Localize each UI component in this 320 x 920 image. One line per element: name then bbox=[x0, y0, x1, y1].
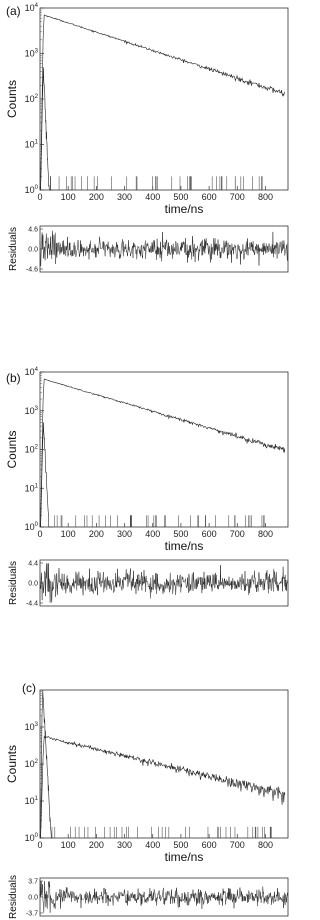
x-tick-label: 100 bbox=[60, 192, 76, 202]
decay-series-line bbox=[41, 15, 285, 190]
y-tick-base: 10 bbox=[24, 367, 35, 377]
y-tick-base: 10 bbox=[24, 139, 35, 150]
y-tick-base: 10 bbox=[24, 759, 35, 769]
x-axis-title: time/ns bbox=[164, 202, 204, 216]
x-tick-label: 600 bbox=[201, 840, 217, 850]
y-tick-exponent: 2 bbox=[34, 759, 38, 765]
residuals-axis-title: Residuals bbox=[8, 561, 19, 605]
residual-tick-label: 3.7 bbox=[28, 878, 38, 886]
y-tick-base: 10 bbox=[24, 94, 35, 104]
y-tick-exponent: 1 bbox=[34, 483, 38, 490]
x-tick-label: 200 bbox=[88, 192, 104, 202]
y-tick-base: 10 bbox=[24, 833, 35, 843]
y-tick-base: 10 bbox=[24, 444, 35, 455]
residual-tick-label: 0.0 bbox=[28, 894, 38, 902]
y-tick-base: 10 bbox=[24, 185, 35, 195]
residuals-frame bbox=[40, 878, 288, 916]
y-tick-label bbox=[25, 759, 39, 769]
y-tick-exponent: 4 bbox=[34, 367, 38, 373]
x-tick-label: 500 bbox=[173, 192, 189, 202]
y-tick-exponent: 0 bbox=[34, 522, 38, 528]
y-tick-base: 10 bbox=[24, 483, 35, 494]
x-tick-label: 700 bbox=[229, 192, 245, 202]
x-tick-label: 800 bbox=[257, 840, 273, 850]
chart-panel-a bbox=[5, 3, 288, 274]
residuals-series-line bbox=[40, 563, 288, 602]
x-tick-label: 800 bbox=[257, 529, 273, 539]
y-tick-label bbox=[25, 49, 39, 59]
y-tick-exponent: 0 bbox=[34, 185, 38, 191]
x-tick-label: 100 bbox=[60, 840, 76, 850]
y-tick-label bbox=[25, 140, 39, 150]
decay-series-line bbox=[41, 736, 285, 838]
residual-tick-label: 4.4 bbox=[28, 560, 38, 568]
y-tick-exponent: 2 bbox=[34, 444, 38, 451]
y-tick-label bbox=[25, 406, 39, 416]
x-tick-label: 500 bbox=[173, 529, 189, 539]
y-tick-exponent: 3 bbox=[34, 405, 38, 412]
plot-frame bbox=[40, 8, 288, 190]
y-tick-base: 10 bbox=[24, 48, 35, 59]
residual-tick-label: 0.0 bbox=[28, 580, 38, 588]
y-tick-label bbox=[25, 3, 39, 13]
decay-series-line bbox=[41, 379, 285, 527]
residual-tick-label: -4.4 bbox=[25, 600, 38, 608]
x-tick-label: 200 bbox=[88, 840, 104, 850]
x-tick-label: 500 bbox=[173, 840, 189, 850]
y-tick-base: 10 bbox=[24, 3, 35, 13]
y-tick-base: 10 bbox=[24, 722, 35, 732]
x-tick-label: 700 bbox=[229, 529, 245, 539]
x-tick-label: 0 bbox=[37, 840, 43, 850]
x-axis-title: time/ns bbox=[164, 850, 204, 864]
y-tick-exponent: 0 bbox=[34, 833, 38, 839]
y-tick-base: 10 bbox=[24, 405, 35, 416]
y-tick-exponent: 4 bbox=[34, 3, 38, 9]
residuals-axis-title: Residuals bbox=[8, 227, 19, 271]
y-axis-title: Counts bbox=[5, 430, 19, 469]
residual-tick-label: -3.7 bbox=[25, 910, 38, 918]
y-tick-exponent: 2 bbox=[34, 94, 38, 100]
x-tick-label: 600 bbox=[201, 192, 217, 202]
y-tick-label bbox=[25, 367, 39, 377]
panel-label: (b) bbox=[6, 371, 21, 385]
x-tick-label: 0 bbox=[37, 192, 43, 202]
chart-panel-b bbox=[5, 367, 288, 608]
y-tick-label bbox=[25, 445, 39, 455]
plot-frame bbox=[40, 690, 288, 838]
residual-tick-label: 4.6 bbox=[28, 226, 38, 234]
y-tick-label bbox=[25, 722, 39, 732]
residual-tick-label: 0.0 bbox=[28, 246, 38, 254]
plot-frame bbox=[40, 372, 288, 527]
residual-tick-label: -4.6 bbox=[25, 266, 38, 274]
y-tick-label bbox=[25, 483, 39, 493]
y-tick-base: 10 bbox=[24, 522, 35, 532]
x-axis-title: time/ns bbox=[164, 539, 204, 553]
y-tick-exponent: 1 bbox=[34, 796, 38, 802]
x-tick-label: 300 bbox=[117, 192, 133, 202]
x-tick-label: 300 bbox=[117, 840, 133, 850]
x-tick-label: 100 bbox=[60, 529, 76, 539]
residuals-series-line bbox=[40, 231, 288, 266]
y-tick-exponent: 3 bbox=[34, 48, 38, 55]
residuals-series-line bbox=[40, 881, 288, 912]
y-tick-label bbox=[25, 94, 39, 104]
x-tick-label: 400 bbox=[145, 529, 161, 539]
y-axis-title: Counts bbox=[5, 79, 19, 119]
y-tick-base: 10 bbox=[24, 796, 35, 806]
y-tick-exponent: 1 bbox=[34, 139, 38, 146]
x-tick-label: 300 bbox=[117, 529, 133, 539]
residuals-axis-title: Residuals bbox=[8, 875, 19, 919]
y-tick-label bbox=[25, 796, 39, 806]
y-tick-exponent: 3 bbox=[34, 722, 38, 728]
panel-label: (a) bbox=[6, 4, 21, 18]
x-tick-label: 700 bbox=[229, 840, 245, 850]
x-tick-label: 0 bbox=[37, 529, 43, 539]
x-tick-label: 400 bbox=[145, 840, 161, 850]
chart-panel-c bbox=[5, 681, 288, 919]
y-axis-title: Counts bbox=[5, 744, 19, 784]
x-tick-label: 800 bbox=[257, 192, 273, 202]
x-tick-label: 400 bbox=[145, 192, 161, 202]
panel-label: (c) bbox=[22, 681, 36, 695]
x-tick-label: 600 bbox=[201, 529, 217, 539]
x-tick-label: 200 bbox=[88, 529, 104, 539]
